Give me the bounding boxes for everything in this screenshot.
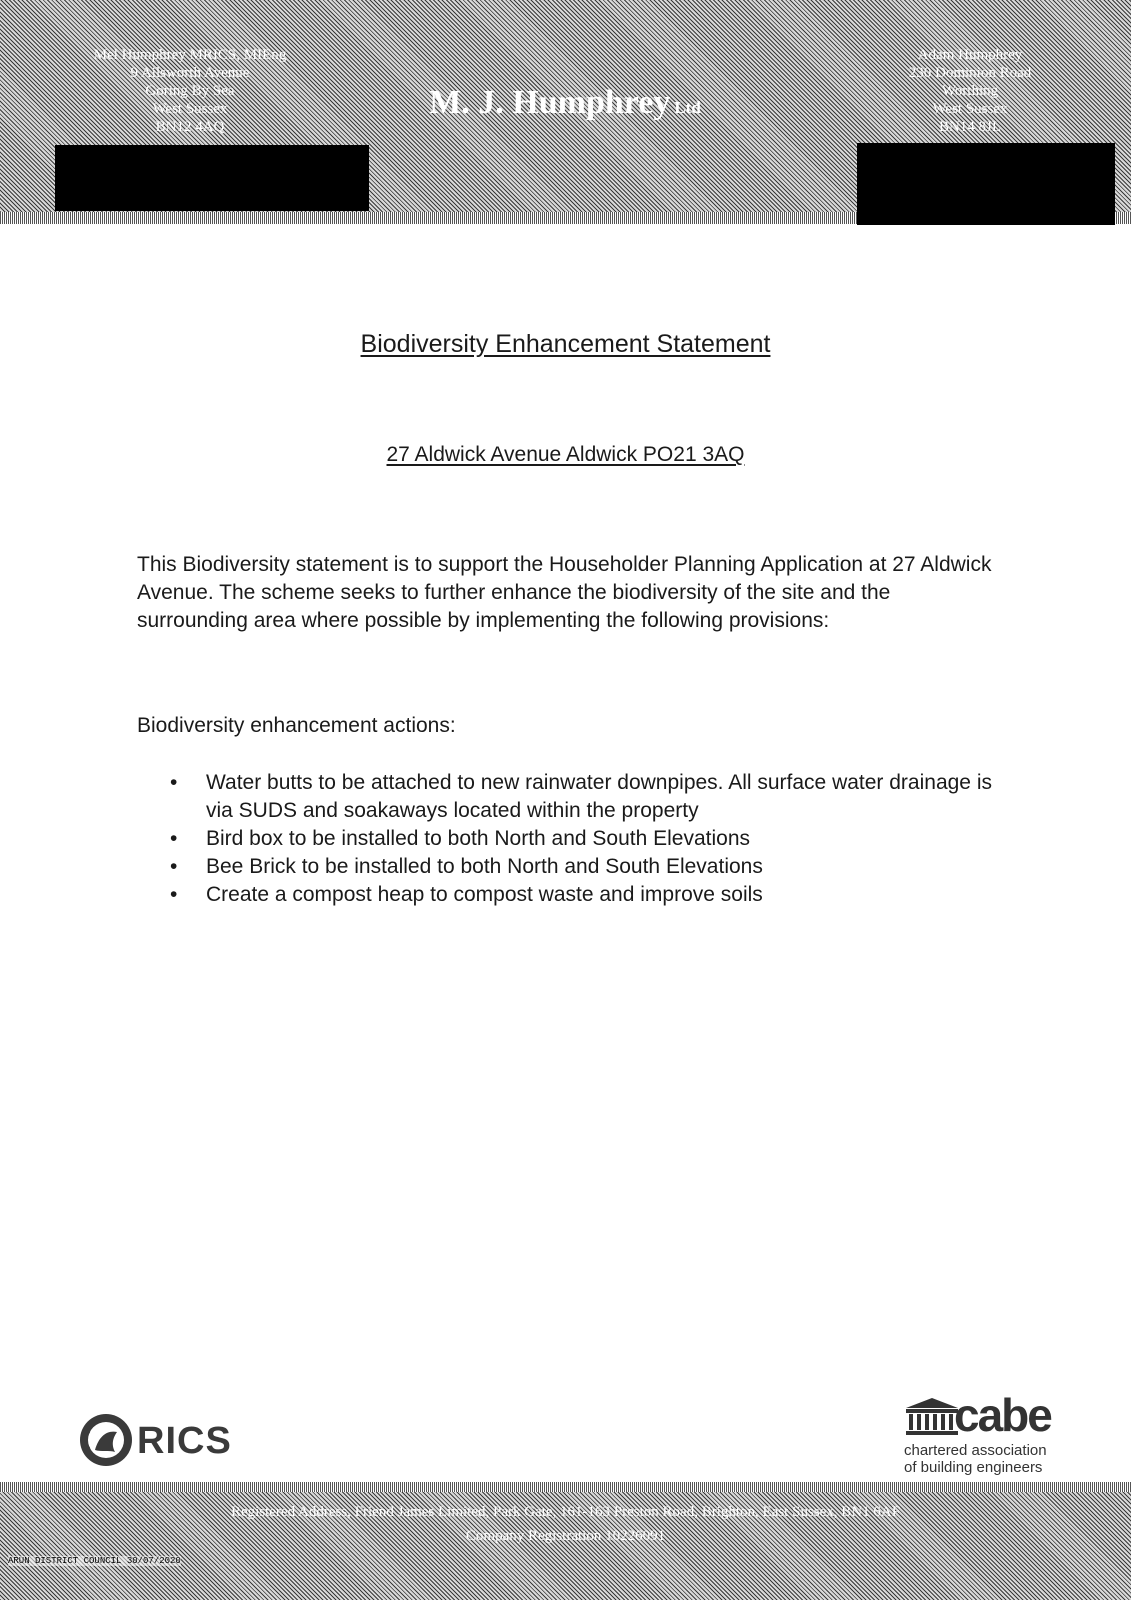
action-item: • Bee Brick to be installed to both North and South Elevations [137, 853, 997, 881]
rics-logo [77, 1410, 247, 1472]
address-right-line: West Sussex [932, 101, 1008, 117]
redaction-block-right [857, 143, 1115, 225]
address-right-line: BN14 8JL [938, 119, 1002, 135]
registered-address: Registered Address, Friend James Limited, Park Gate, 161-163 Preston Road, Brighton, East Sussex, BN1 6AF [230, 1504, 901, 1520]
company-name: M. J. Humphrey [429, 84, 671, 121]
actions-list [137, 769, 997, 909]
action-item: • Water butts to be attached to new rainwater downpipes. All surface water drainage is via SUDS and soakaways located within the property [137, 769, 997, 825]
site-address: 27 Aldwick Avenue Aldwick PO21 3AQ [386, 443, 745, 466]
lion-emblem-icon [77, 1410, 135, 1470]
document-title: Biodiversity Enhancement Statement [360, 330, 771, 358]
redaction-block-left [55, 145, 369, 211]
address-right [860, 46, 1080, 136]
cabe-logo [900, 1389, 1080, 1476]
cabe-tagline-line: of building engineers [904, 1459, 1043, 1476]
footer-banner [0, 1492, 1131, 1600]
footer-text [0, 1500, 1131, 1548]
cabe-tagline [904, 1442, 1047, 1476]
address-left [40, 46, 340, 136]
council-stamp: ARUN DISTRICT COUNCIL 30/07/2020 [8, 1556, 181, 1566]
address-left-line: West Sussex [152, 101, 228, 117]
cabe-tagline-line: chartered association [904, 1442, 1047, 1459]
address-left-line: Goring By Sea [145, 83, 235, 99]
address-right-line: 230 Dominion Road [908, 65, 1032, 81]
address-left-line: Mel Humphrey MRICS, MIEng [93, 47, 287, 63]
action-item: • Create a compost heap to compost waste and improve soils [137, 881, 997, 909]
rics-wordmark: RICS [137, 1420, 232, 1462]
company-registration: Company Registration 10226091 [465, 1528, 666, 1544]
footer-divider [0, 1482, 1131, 1492]
action-item: • Bird box to be installed to both North and South Elevations [137, 825, 997, 853]
address-right-line: Adam Humphrey [917, 47, 1023, 63]
address-left-line: 9 Ailsworth Avenue [130, 65, 250, 81]
company-brand [400, 84, 730, 122]
address-right-line: Worthing [941, 83, 999, 99]
company-suffix: Ltd [674, 98, 701, 117]
address-left-line: BN12 4AQ [155, 119, 225, 135]
intro-paragraph: This Biodiversity statement is to support the Householder Planning Application at 27 Aldwick Avenue. The scheme seeks to further enhance the biodiversity of the site and the surrounding area where possible by implementing the following provisions: [137, 553, 992, 632]
columns-building-icon [904, 1396, 960, 1436]
cabe-wordmark: cabe [954, 1389, 1051, 1441]
actions-heading: Biodiversity enhancement actions: [137, 714, 456, 737]
